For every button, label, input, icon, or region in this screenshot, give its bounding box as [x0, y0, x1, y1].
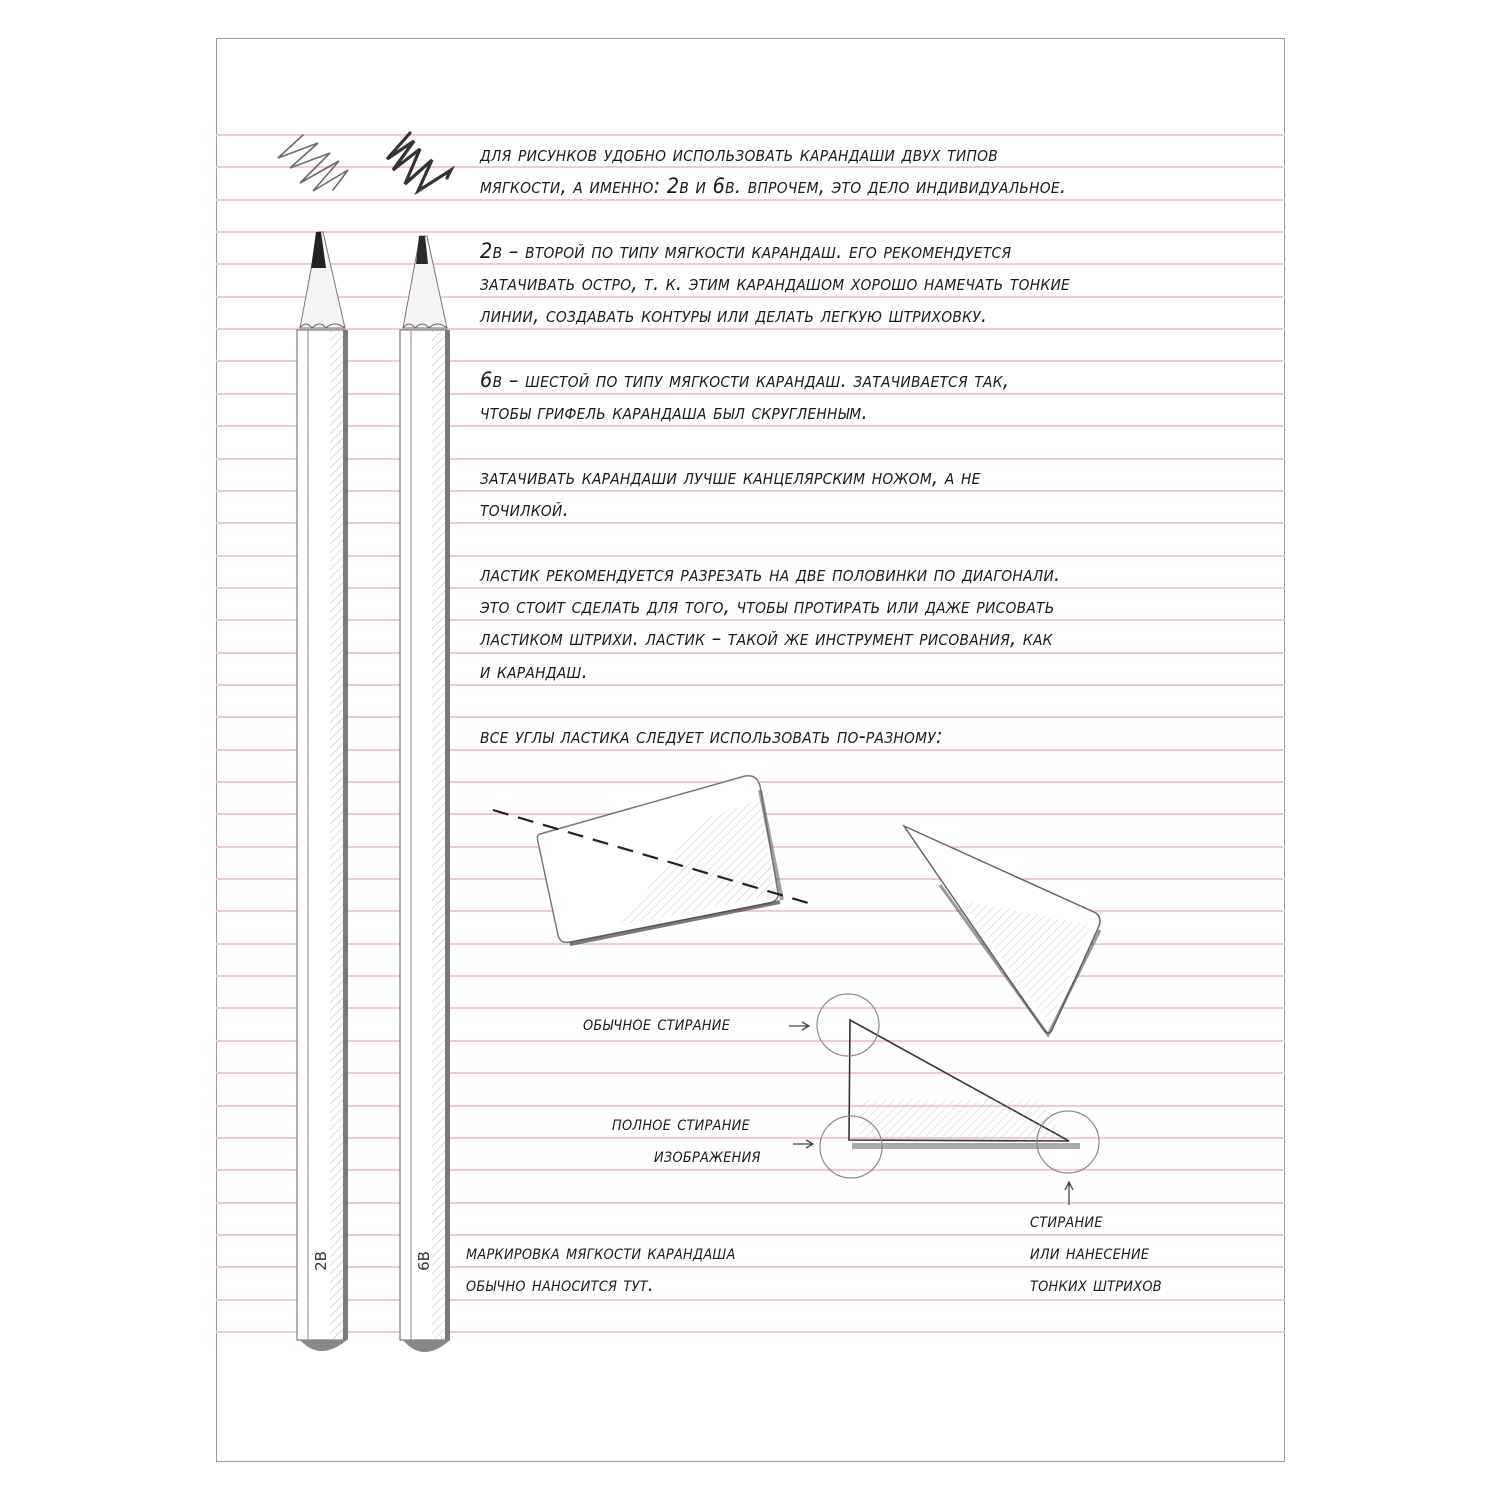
circle-fine-erase [1037, 1111, 1099, 1173]
pencil-6b [400, 236, 450, 1352]
label-fine-erase-line-3: тонких штрихов [1030, 1272, 1162, 1296]
para-5-line-2: это стоит сделать для того, чтобы протирать или даже рисовать [480, 594, 1055, 618]
para-5-line-4: и карандаш. [480, 659, 588, 683]
para-1-line-2: мягкости, а именно: 2в и 6в. впрочем, это дело индивидуальное. [480, 174, 1067, 198]
para-2-line-1: 2в – второй по типу мягкости карандаш. его рекомендуется [480, 239, 1012, 263]
para-5-line-3: ластиком штрихи. ластик – такой же инструмент рисования, как [480, 626, 1053, 650]
label-marking-line-2: обычно наносится тут. [466, 1272, 654, 1296]
scribble-2b-icon [278, 135, 348, 191]
para-6-line-1: все углы ластика следует использовать по-разному: [480, 724, 943, 748]
label-fine-erase-line-1: стирание [1030, 1208, 1103, 1232]
para-2-line-3: линии, создавать контуры или делать легкую штриховку. [480, 303, 988, 327]
para-3-line-2: чтобы грифель карандаша был скругленным. [480, 400, 868, 424]
label-normal-erase: обычное стирание [583, 1011, 731, 1035]
pencil-2b [297, 232, 348, 1351]
circle-normal-erase [817, 994, 879, 1056]
label-full-erase-line-1: полное стирание [612, 1111, 750, 1135]
scribble-6b-icon [387, 133, 451, 191]
para-1-line-1: для рисунков удобно использовать карандаши двух типов [480, 142, 998, 166]
pencil-6b-grade: 6B [414, 1251, 433, 1271]
para-4-line-2: точилкой. [480, 497, 570, 521]
eraser-triangle [904, 826, 1100, 1035]
label-marking-line-1: маркировка мягкости карандаша [466, 1240, 736, 1264]
para-3-line-1: 6в – шестой по типу мягкости карандаш. затачивается так, [480, 368, 1010, 392]
label-full-erase-line-2: изображения [654, 1143, 761, 1167]
pencil-2b-grade: 2B [311, 1251, 330, 1271]
eraser-rectangle [493, 776, 815, 944]
para-2-line-2: затачивать остро, т. к. этим карандашом хорошо намечать тонкие [480, 271, 1071, 295]
label-fine-erase-line-2: или нанесение [1030, 1240, 1150, 1264]
para-4-line-1: затачивать карандаши лучше канцелярским ножом, а не [480, 465, 981, 489]
para-5-line-1: ластик рекомендуется разрезать на две половинки по диагонали. [480, 562, 1061, 586]
